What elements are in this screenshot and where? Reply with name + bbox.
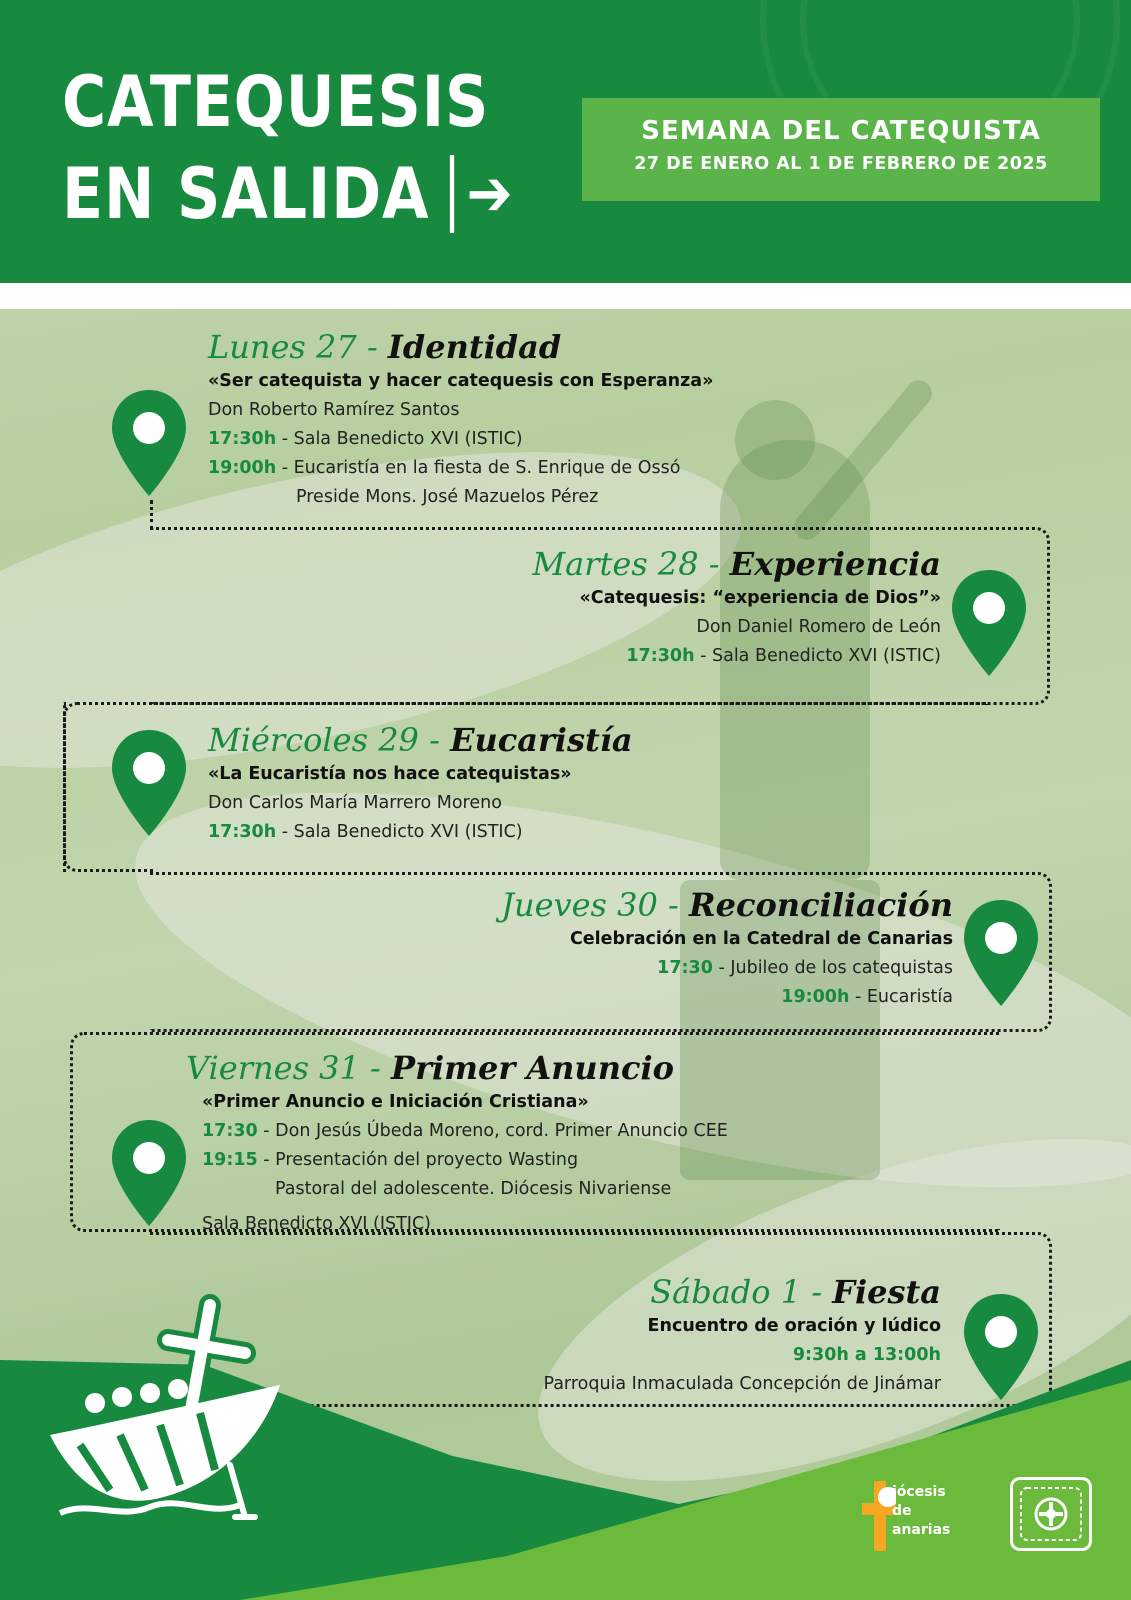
day-heading bbox=[501, 885, 953, 925]
event-row bbox=[501, 954, 953, 983]
day-name: Lunes 27 bbox=[208, 328, 357, 366]
event-time: 17:30h bbox=[208, 429, 277, 449]
event-row bbox=[208, 454, 713, 483]
header-divider bbox=[0, 283, 1131, 309]
day-theme: Experiencia bbox=[729, 545, 941, 583]
day-subtitle: «La Eucaristía nos hace catequistas» bbox=[208, 764, 572, 784]
event-time: 19:00h bbox=[208, 458, 277, 478]
event-text: - Eucaristía en la fiesta de S. Enrique de Ossó bbox=[276, 458, 681, 478]
event-text: - Sala Benedicto XVI (ISTIC) bbox=[694, 646, 941, 666]
seal-emblem-icon bbox=[1013, 1480, 1089, 1548]
diocesis-logo-line1: iócesis bbox=[892, 1484, 946, 1500]
event-row bbox=[202, 1146, 728, 1175]
event-row bbox=[208, 818, 633, 847]
location-pin-icon bbox=[110, 388, 188, 500]
day-subtitle: «Primer Anuncio e Iniciación Cristiana» bbox=[202, 1092, 589, 1112]
day-subtitle: Encuentro de oración y lúdico bbox=[647, 1316, 941, 1336]
event-time: 17:30 bbox=[657, 958, 713, 978]
event-text: - Jubileo de los catequistas bbox=[712, 958, 953, 978]
day-theme: Identidad bbox=[387, 328, 562, 366]
week-banner bbox=[582, 98, 1100, 201]
event-time: 19:00h bbox=[781, 987, 850, 1007]
diocesis-logo-line2: de bbox=[892, 1503, 912, 1519]
title-line-2-row bbox=[62, 148, 513, 240]
day-theme: Eucaristía bbox=[450, 721, 633, 759]
event-time: 17:30 bbox=[202, 1121, 258, 1141]
day-subtitle: Celebración en la Catedral de Canarias bbox=[569, 929, 953, 949]
day-jueves bbox=[501, 885, 953, 1012]
day-name: Miércoles 29 bbox=[208, 721, 419, 759]
event-text: - Sala Benedicto XVI (ISTIC) bbox=[276, 822, 523, 842]
day-details bbox=[186, 1088, 728, 1204]
day-speaker: Don Roberto Ramírez Santos bbox=[208, 400, 460, 420]
header bbox=[0, 0, 1131, 283]
event-place: Parroquia Inmaculada Concepción de Jinámar bbox=[543, 1374, 941, 1394]
location-pin-icon bbox=[110, 728, 188, 840]
week-title: SEMANA DEL CATEQUISTA bbox=[641, 116, 1041, 146]
dotted-path bbox=[150, 500, 153, 530]
day-heading bbox=[532, 544, 941, 584]
seal-logo bbox=[1010, 1477, 1092, 1551]
day-dash: - bbox=[370, 1049, 381, 1087]
title-line-1: CATEQUESIS bbox=[62, 61, 490, 143]
event-row bbox=[543, 1341, 941, 1370]
event-text: - Eucaristía bbox=[849, 987, 953, 1007]
location-pin-icon bbox=[962, 1292, 1040, 1404]
event-row bbox=[501, 983, 953, 1012]
day-name: Jueves 30 bbox=[501, 886, 658, 924]
event-row bbox=[532, 642, 941, 671]
event-time: 19:15 bbox=[202, 1150, 258, 1170]
day-theme: Reconciliación bbox=[689, 886, 953, 924]
day-dash: - bbox=[366, 328, 378, 366]
day-viernes bbox=[186, 1048, 728, 1204]
day-dash: - bbox=[708, 545, 720, 583]
diocesis-logo bbox=[862, 1481, 982, 1553]
diocesis-logo-text bbox=[892, 1483, 950, 1540]
day-name: Viernes 31 bbox=[186, 1049, 360, 1087]
day-martes bbox=[532, 544, 941, 671]
day-heading bbox=[208, 327, 713, 367]
event-place: Sala Benedicto XVI (ISTIC) bbox=[202, 1214, 432, 1234]
arrow-right-icon: ➔ bbox=[466, 157, 514, 231]
location-pin-icon bbox=[962, 898, 1040, 1010]
event-text: - Don Jesús Úbeda Moreno, cord. Primer Anuncio CEE bbox=[257, 1121, 728, 1141]
day-subtitle: «Ser catequista y hacer catequesis con Esperanza» bbox=[208, 371, 714, 391]
diocesis-cross-icon bbox=[862, 1481, 896, 1551]
event-row bbox=[208, 425, 713, 454]
day-name: Martes 28 bbox=[532, 545, 699, 583]
day-miercoles bbox=[208, 720, 633, 847]
event-text-continued: Preside Mons. José Mazuelos Pérez bbox=[296, 487, 599, 507]
day-lunes bbox=[208, 327, 713, 512]
location-pin-icon bbox=[950, 568, 1028, 680]
title-divider bbox=[450, 155, 454, 233]
event-time: 17:30h bbox=[626, 646, 695, 666]
day-sabado bbox=[543, 1272, 941, 1399]
day-speaker: Don Carlos María Marrero Moreno bbox=[208, 793, 502, 813]
title-line-2: EN SALIDA bbox=[62, 153, 430, 235]
location-pin-icon bbox=[110, 1118, 188, 1230]
event-text: - Sala Benedicto XVI (ISTIC) bbox=[276, 429, 523, 449]
cross-boat-logo bbox=[40, 1285, 300, 1525]
day-theme: Fiesta bbox=[832, 1273, 941, 1311]
person-silhouette bbox=[735, 400, 815, 480]
day-speaker: Don Daniel Romero de León bbox=[696, 617, 941, 637]
day-dash: - bbox=[429, 721, 440, 759]
event-time: 9:30h a 13:00h bbox=[792, 1345, 941, 1365]
day-subtitle: «Catequesis: “experiencia de Dios”» bbox=[579, 588, 941, 608]
day-heading bbox=[186, 1048, 728, 1088]
week-dates: 27 DE ENERO AL 1 DE FEBRERO DE 2025 bbox=[634, 154, 1048, 174]
day-heading bbox=[208, 720, 633, 760]
event-text-continued: Pastoral del adolescente. Diócesis Nivariense bbox=[275, 1179, 672, 1199]
event-row bbox=[202, 1117, 728, 1146]
diocesis-logo-line3: anarias bbox=[892, 1522, 951, 1538]
page-title bbox=[62, 56, 513, 240]
day-theme: Primer Anuncio bbox=[391, 1049, 674, 1087]
event-text: - Presentación del proyecto Wasting bbox=[257, 1150, 579, 1170]
day-heading bbox=[543, 1272, 941, 1312]
day-dash: - bbox=[811, 1273, 823, 1311]
event-time: 17:30h bbox=[208, 822, 277, 842]
day-name: Sábado 1 bbox=[650, 1273, 802, 1311]
day-dash: - bbox=[668, 886, 679, 924]
